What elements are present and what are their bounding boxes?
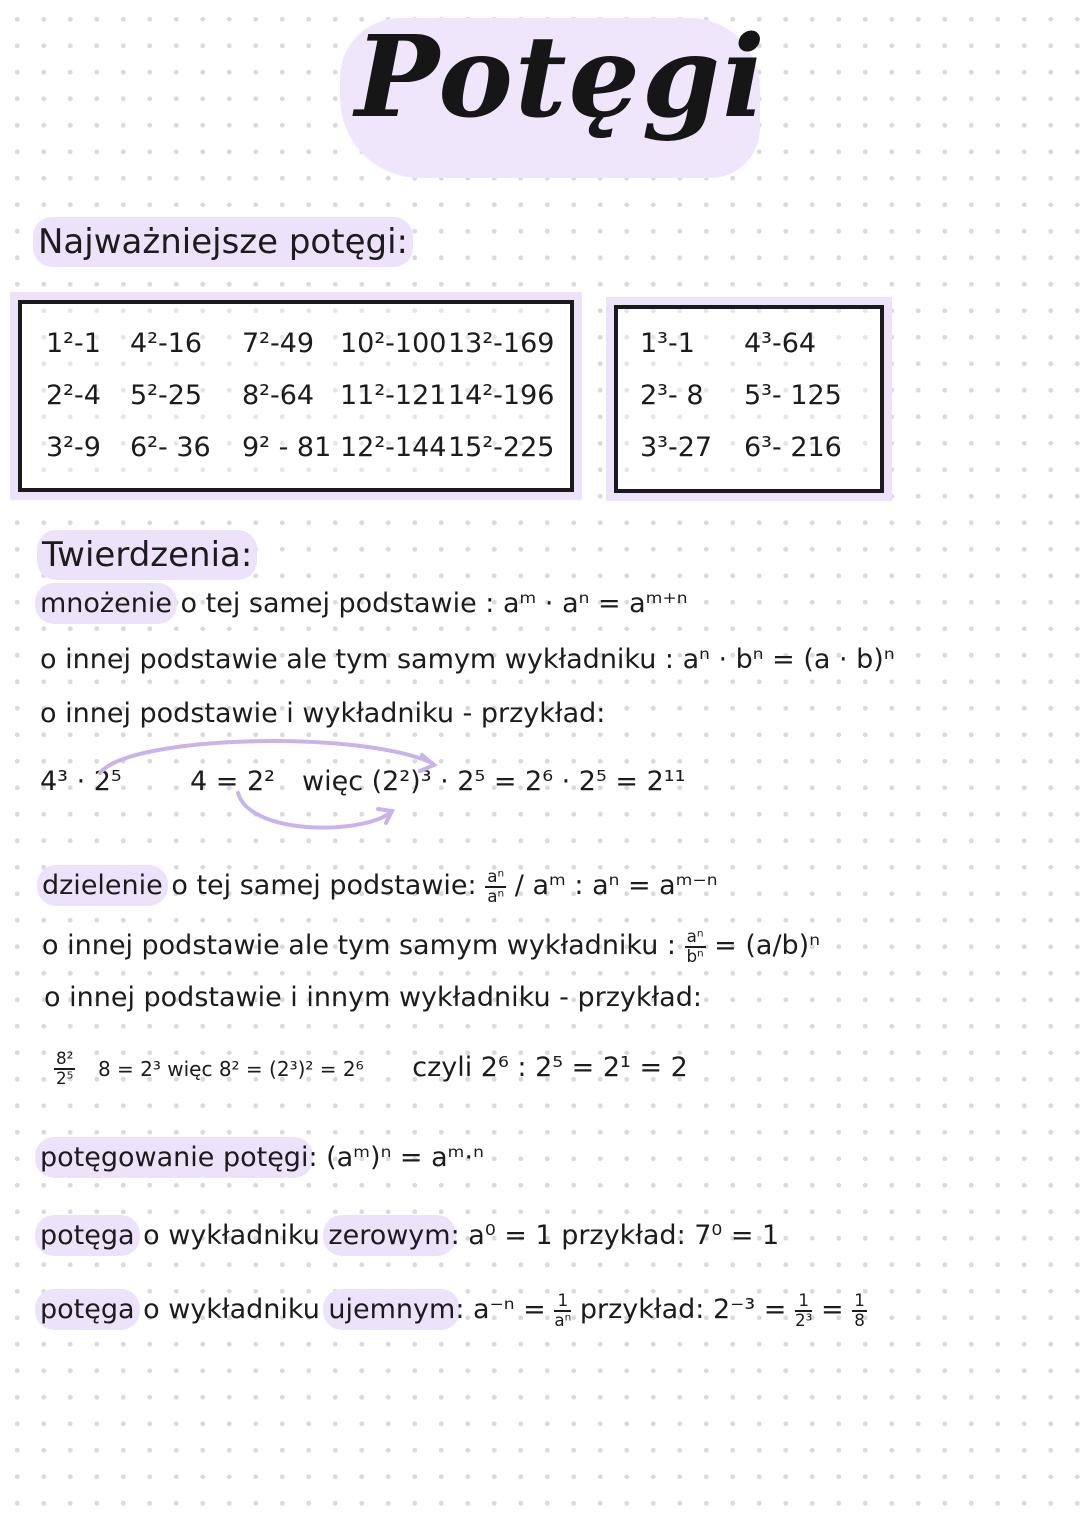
square-cell: 15²-225 <box>448 432 555 463</box>
division-example <box>54 1050 688 1087</box>
zero-exponent-label: potęga <box>40 1220 135 1251</box>
negative-exponent-label2: ujemnym <box>328 1294 456 1326</box>
division-example-fraction <box>54 1050 75 1087</box>
arrow-bottom <box>238 793 390 828</box>
powers-heading-text: Najważniejsze potęgi: <box>38 222 408 262</box>
square-cell: 12²-144 <box>340 432 447 463</box>
negative-exponent-example-fraction-1 <box>795 1292 812 1329</box>
frac-denominator: 8 <box>854 1309 865 1330</box>
square-cell: 8²-64 <box>242 380 315 411</box>
frac-numerator: 1 <box>554 1292 571 1312</box>
multiplication-other-base: o innej podstawie ale tym samym wykładniku : aⁿ · bⁿ = (a · b)ⁿ <box>40 644 895 675</box>
cube-cell: 1³-1 <box>640 328 695 359</box>
frac-numerator: 1 <box>795 1292 812 1312</box>
negative-exponent-example-pre: przykład: 2⁻³ = <box>571 1294 787 1326</box>
frac-numerator: 1 <box>854 1290 865 1310</box>
multiplication-example-mid: 4 = 2² <box>190 766 275 797</box>
power-of-power-formula: : (aᵐ)ⁿ = aᵐ·ⁿ <box>308 1142 484 1173</box>
division-same-base <box>42 868 718 905</box>
frac-denominator: bⁿ <box>686 945 704 966</box>
square-cell: 10²-100 <box>340 328 447 359</box>
multiplication-example-right: więc (2²)³ · 2⁵ = 2⁶ · 2⁵ = 2¹¹ <box>302 766 686 797</box>
division-same-base-text: o tej samej podstawie: <box>162 870 477 902</box>
division-example-mid: 8 = 2³ więc 8² = (2³)² = 2⁶ <box>97 1057 364 1082</box>
multiplication-same-base <box>40 588 688 619</box>
multiplication-example-left: 4³ · 2⁵ <box>40 766 122 797</box>
division-other-both: o innej podstawie i innym wykładniku - przykład: <box>44 982 702 1013</box>
negative-exponent-example-fraction-2 <box>852 1292 867 1329</box>
cube-cell: 3³-27 <box>640 432 713 463</box>
multiplication-label: mnożenie <box>40 588 172 619</box>
frac-numerator: aⁿ <box>686 926 704 946</box>
frac-denominator: aⁿ <box>554 1309 572 1330</box>
power-of-power-label: potęgowanie potęgi <box>40 1142 309 1173</box>
cube-cell: 5³- 125 <box>744 380 842 411</box>
zero-exponent-formula: : a⁰ = 1 przykład: 7⁰ = 1 <box>450 1220 780 1251</box>
negative-exponent-fraction <box>554 1292 571 1329</box>
division-other-base-text: o innej podstawie ale tym samym wykładniku : <box>42 930 677 962</box>
negative-exponent-label: potęga <box>40 1294 135 1326</box>
power-of-power <box>40 1142 484 1173</box>
frac-denominator: aⁿ <box>487 885 505 906</box>
multiplication-same-base-text: o tej samej podstawie : aᵐ · aⁿ = aᵐ⁺ⁿ <box>171 588 688 619</box>
frac-numerator: 8² <box>56 1048 74 1068</box>
division-other-base <box>42 928 820 965</box>
zero-exponent-middle: o wykładniku <box>134 1220 329 1251</box>
division-same-base-fraction <box>485 868 506 905</box>
powers-heading <box>38 222 408 262</box>
example-arrows <box>60 735 460 845</box>
division-same-base-rest: / aᵐ : aⁿ = aᵐ⁻ⁿ <box>514 870 718 902</box>
negative-exponent-formula-pre: : a⁻ⁿ = <box>455 1294 546 1326</box>
frac-denominator: 2³ <box>795 1309 813 1330</box>
cube-cell: 4³-64 <box>744 328 817 359</box>
theorems-heading-text: Twierdzenia: <box>42 535 253 575</box>
page-title: Potęgi <box>355 12 767 143</box>
division-other-base-fraction <box>685 928 706 965</box>
division-example-right: czyli 2⁶ : 2⁵ = 2¹ = 2 <box>412 1052 688 1084</box>
frac-numerator: aⁿ <box>487 866 505 886</box>
cube-cell: 6³- 216 <box>744 432 842 463</box>
square-cell: 3²-9 <box>46 432 101 463</box>
square-cell: 13²-169 <box>448 328 555 359</box>
square-cell: 9² - 81 <box>242 432 332 463</box>
cube-cell: 2³- 8 <box>640 380 704 411</box>
frac-denominator: 2⁵ <box>56 1067 74 1088</box>
division-other-base-rest: = (a/b)ⁿ <box>714 930 820 962</box>
zero-exponent <box>40 1220 779 1251</box>
square-cell: 7²-49 <box>242 328 315 359</box>
theorems-heading <box>42 535 252 575</box>
negative-exponent-middle: o wykładniku <box>134 1294 329 1326</box>
square-cell: 5²-25 <box>130 380 203 411</box>
square-cell: 14²-196 <box>448 380 555 411</box>
square-cell: 1²-1 <box>46 328 101 359</box>
division-label: dzielenie <box>42 870 163 902</box>
square-cell: 4²-16 <box>130 328 203 359</box>
square-cell: 6²- 36 <box>130 432 211 463</box>
negative-exponent-example-eq: = <box>820 1294 844 1326</box>
zero-exponent-label2: zerowym <box>328 1220 451 1251</box>
negative-exponent <box>40 1292 867 1329</box>
square-cell: 11²-121 <box>340 380 447 411</box>
square-cell: 2²-4 <box>46 380 101 411</box>
multiplication-other-both: o innej podstawie i wykładniku - przykład: <box>40 698 606 729</box>
arrow-top <box>100 741 432 773</box>
